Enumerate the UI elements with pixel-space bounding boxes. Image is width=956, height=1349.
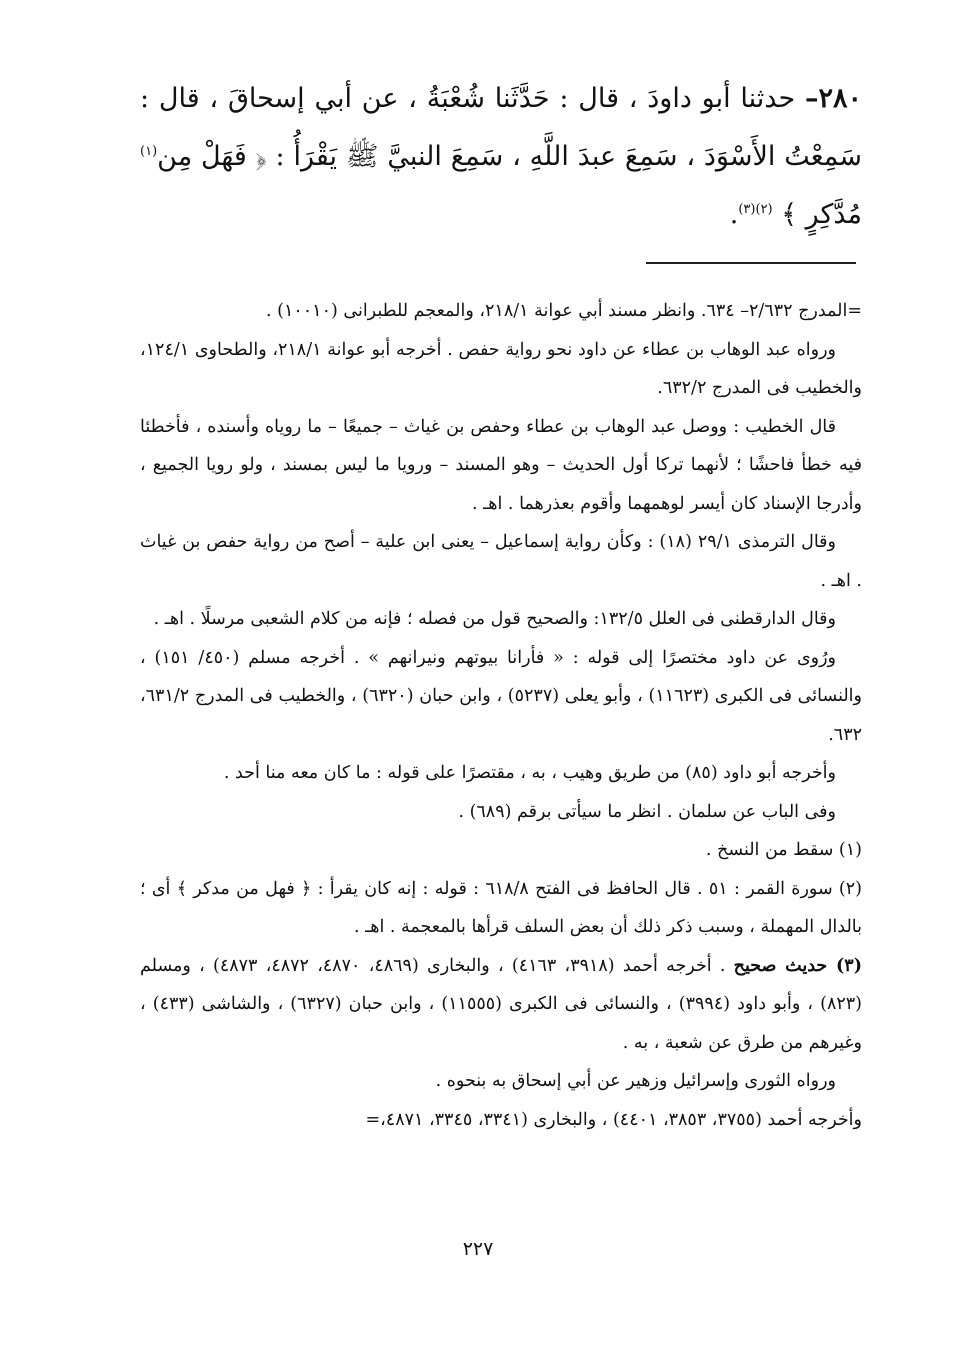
footnote-paragraph: ورواه عبد الوهاب بن عطاء عن داود نحو رواية حفص . أخرجه أبو عوانة ٢١٨/١، والطحاوى ١٢٤/١، والخطيب فى المدرج ٦٣٢/٢. (140, 339, 862, 398)
footnote-paragraph: وأخرجه أحمد (٣٧٥٥، ٣٨٥٣، ٤٤٠١) ، والبخارى (٣٣٤١، ٣٣٤٥، ٤٨٧١،= (365, 1109, 862, 1130)
hadith-text-part-2: مُدَّكِرٍ ﴾ (772, 199, 862, 230)
hadith-text-part-1: حدثنا أبو داودَ ، قال : حَدَّثَنا شُعْبَةُ ، عن أبي إسحاقَ ، قال : سَمِعْتُ الأَسْوَدَ ، سَمِعَ عبدَ اللَّهِ ، سَمِعَ النبيَّ ﷺ يَقْرَأُ : ﴿ فَهَلْ مِن (140, 83, 862, 172)
hadith-number: ٢٨٠– (804, 83, 862, 114)
hadith-text-part-3: . (729, 199, 739, 230)
footnote-paragraph: وفى الباب عن سلمان . انظر ما سيأتى برقم (٦٨٩) . (458, 801, 836, 822)
footnote-1: (١) سقط من النسخ . (705, 840, 862, 860)
footnote-paragraph: وقال الدارقطنى فى العلل ١٣٢/٥: والصحيح قول من فصله ؛ فإنه من كلام الشعبى مرسلًا . اهـ . (153, 609, 836, 629)
hadith-paragraph (140, 70, 862, 244)
footnote-paragraph: وقال الترمذى ٢٩/١ (١٨) : وكأن رواية إسماعيل – يعنى ابن علية – أصح من رواية حفص بن غياث . اهـ . (140, 532, 862, 591)
main-text (140, 70, 862, 244)
footnote-paragraph: وأخرجه أبو داود (٨٥) من طريق وهيب ، به ، مقتصرًا على قوله : ما كان معه منا أحد . (223, 763, 836, 783)
footnote-3-text: أخرجه أحمد (٣٩١٨، ٤١٦٣) ، والبخارى (٤٨٦٩، ٤٨٧٠، ٤٨٧٢، ٤٨٧٣) ، ومسلم (٨٢٣) ، وأبو داود (٣٩٩٤) ، والنسائى فى الكبرى (١١٥٥٥) ، وابن حبان (٦٣٢٧) ، والشاشى (٤٣٣) ، وغيرهم من طرق عن شعبة ، به . (140, 955, 862, 1053)
footnote-2: (٢) سورة القمر : ٥١ . قال الحافظ فى الفتح ٦١٨/٨ : قوله : إنه كان يقرأ : ﴿ فهل من مدكر ﴾ أى ؛ بالدال المهملة ، وسبب ذكر ذلك أن بعض السلف قرأها بالمعجمة . اهـ . (140, 878, 862, 937)
footnote-separator (646, 262, 856, 264)
footnote-paragraph: ورُوى عن داود مختصرًا إلى قوله : « فأرانا بيوتهم ونيرانهم » . أخرجه مسلم (٤٥٠/ ١٥١) ، والنسائى فى الكبرى (١١٦٢٣) ، وأبو يعلى (٥٢٣٧) ، وابن حبان (٦٣٢٠) ، والخطيب فى المدرج ٦٣١/٢، ٦٣٢. (140, 647, 862, 745)
footnote-3-separator: . (711, 955, 734, 976)
footnote-continuation: =المدرج ٢/٦٣٢– ٦٣٤. وانظر مسند أبي عوانة ٢١٨/١، والمعجم للطبرانى (١٠٠١٠) . (266, 301, 862, 321)
page-number: ٢٢٧ (462, 1238, 494, 1260)
footnote-3-label: (٣) حديث صحيح (733, 955, 862, 976)
footnotes-section (140, 292, 862, 1139)
footnote-3 (140, 947, 862, 1063)
footnote-paragraph: ورواه الثورى وإسرائيل وزهير عن أبي إسحاق به بنحوه . (435, 1071, 836, 1091)
footnote-ref-2-3: (٢)(٣) (738, 202, 773, 217)
footnote-paragraph: قال الخطيب : ووصل عبد الوهاب بن عطاء وحفص بن غياث – جميعًا – ما روياه وأسنده ، فأخطئا فيه خطأ فاحشًا ؛ لأنهما تركا أول الحديث – وهو المسند – ورويا ما ليس بمسند ، ولو رويا الجميع ، وأدرجا الإسناد كان أيسر لوهمهما وأقوم بعذرهما . اهـ . (140, 416, 862, 514)
footnote-ref-1: (١) (140, 144, 158, 159)
